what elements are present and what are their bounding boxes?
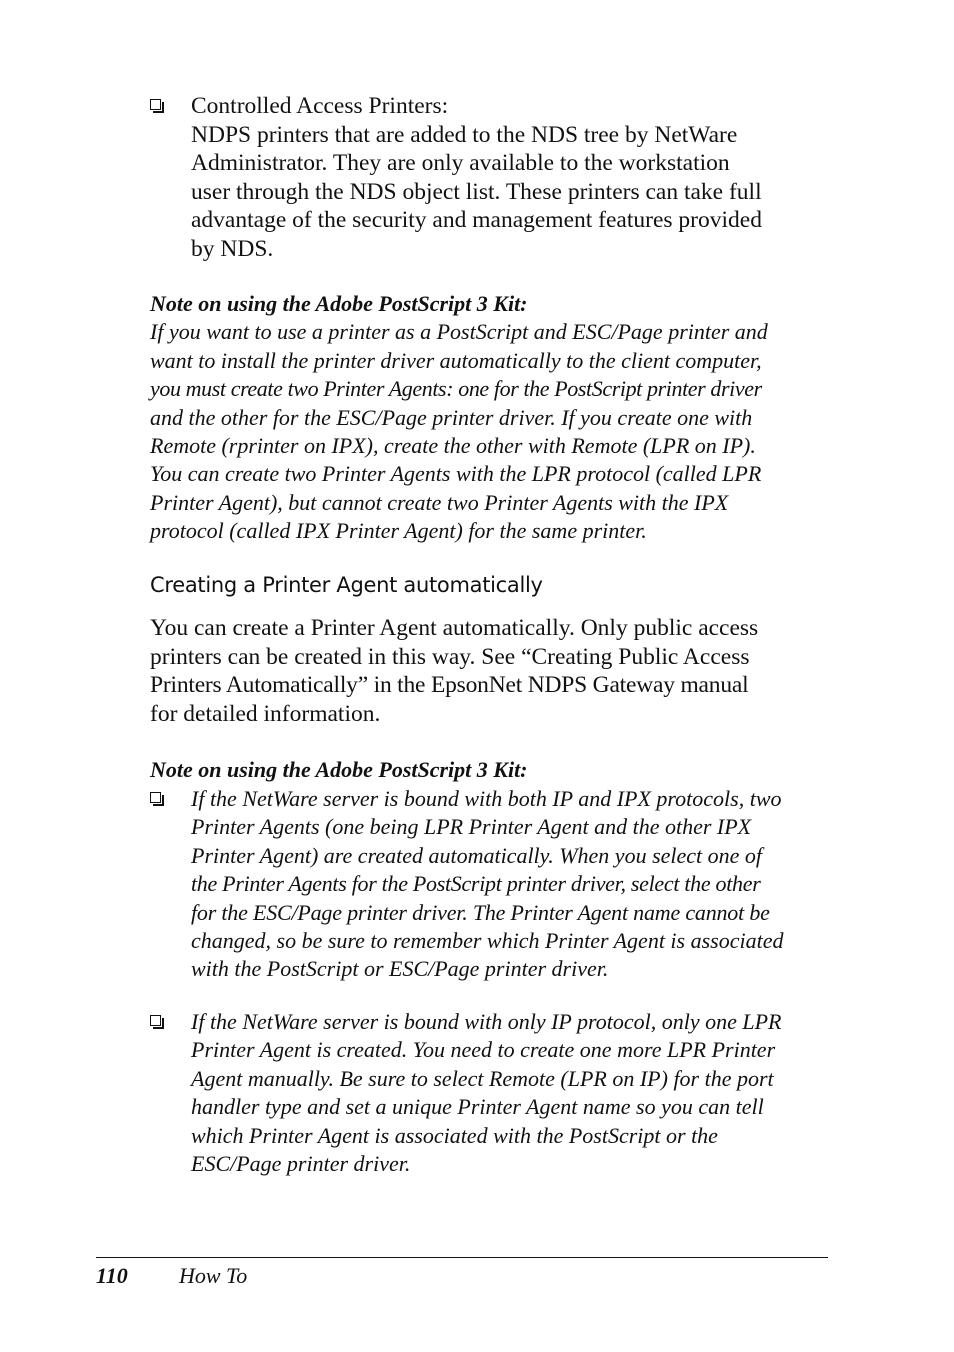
paragraph-line: Printers Automatically” in the EpsonNet NDPS Gateway manual (150, 672, 749, 699)
checkbox-bullet-icon (150, 1015, 161, 1026)
section-heading: Creating a Printer Agent automatically (150, 573, 543, 597)
footer-divider (96, 1257, 828, 1258)
note-line: the Printer Agents for the PostScript printer driver, select the other (191, 871, 761, 897)
checkbox-bullet-icon (150, 99, 161, 110)
note-line: want to install the printer driver automatically to the client computer, (150, 347, 762, 373)
note-line: which Printer Agent is associated with the PostScript or the (191, 1122, 718, 1148)
note-line: Printer Agent is created. You need to create one more LPR Printer (191, 1037, 776, 1063)
paragraph-line: for detailed information. (150, 700, 381, 727)
checkbox-bullet-icon (150, 792, 161, 803)
paragraph-line: You can create a Printer Agent automatically. Only public access (150, 615, 759, 641)
note-block-2 (150, 756, 840, 784)
bullet-line: Administrator. They are only available to the workstation (191, 150, 730, 177)
note-line: with the PostScript or ESC/Page printer driver. (191, 956, 609, 982)
note-line: Printer Agent), but cannot create two Printer Agents with the IPX (150, 489, 729, 515)
note-title: Note on using the Adobe PostScript 3 Kit: (150, 291, 528, 316)
note-line: you must create two Printer Agents: one for the PostScript printer driver (150, 376, 762, 402)
note-line: changed, so be sure to remember which Printer Agent is associated (191, 928, 784, 954)
body-paragraph (150, 614, 840, 728)
note-line: and the other for the ESC/Page printer driver. If you create one with (150, 404, 753, 430)
bullet-line: NDPS printers that are added to the NDS tree by NetWare (191, 121, 738, 148)
bullet-text (191, 785, 831, 984)
paragraph-line: printers can be created in this way. See “Creating Public Access (150, 643, 750, 670)
note-title: Note on using the Adobe PostScript 3 Kit: (150, 757, 528, 782)
note-line: Printer Agents (one being LPR Printer Agent and the other IPX (191, 814, 752, 840)
note-line: handler type and set a unique Printer Agent name so you can tell (191, 1094, 764, 1120)
bullet-line: user through the NDS object list. These printers can take full (191, 178, 762, 205)
note-line: ESC/Page printer driver. (191, 1151, 411, 1177)
bullet-text (191, 1008, 831, 1178)
note-line: You can create two Printer Agents with the LPR protocol (called LPR (150, 461, 762, 487)
note-line: Agent manually. Be sure to select Remote (LPR on IP) for the port (191, 1065, 774, 1091)
note-block-1 (150, 290, 840, 546)
note-line: protocol (called IPX Printer Agent) for the same printer. (150, 518, 647, 544)
bullet-line: advantage of the security and management features provided (191, 207, 762, 234)
bullet-line: by NDS. (191, 235, 274, 262)
note-line: If you want to use a printer as a PostScript and ESC/Page printer and (150, 319, 768, 345)
note-line: Printer Agent) are created automatically. When you select one of (191, 842, 763, 868)
footer-section-title: How To (179, 1263, 248, 1288)
note-line: If the NetWare server is bound with only IP protocol, only one LPR (191, 1009, 782, 1034)
page-number: 110 (96, 1263, 128, 1288)
bullet-title: Controlled Access Printers: (191, 93, 449, 119)
bullet-text (191, 92, 831, 264)
note-line: Remote (rprinter on IPX), create the other with Remote (LPR on IP). (150, 433, 756, 459)
note-line: If the NetWare server is bound with both IP and IPX protocols, two (191, 786, 782, 811)
note-line: for the ESC/Page printer driver. The Printer Agent name cannot be (191, 899, 770, 925)
